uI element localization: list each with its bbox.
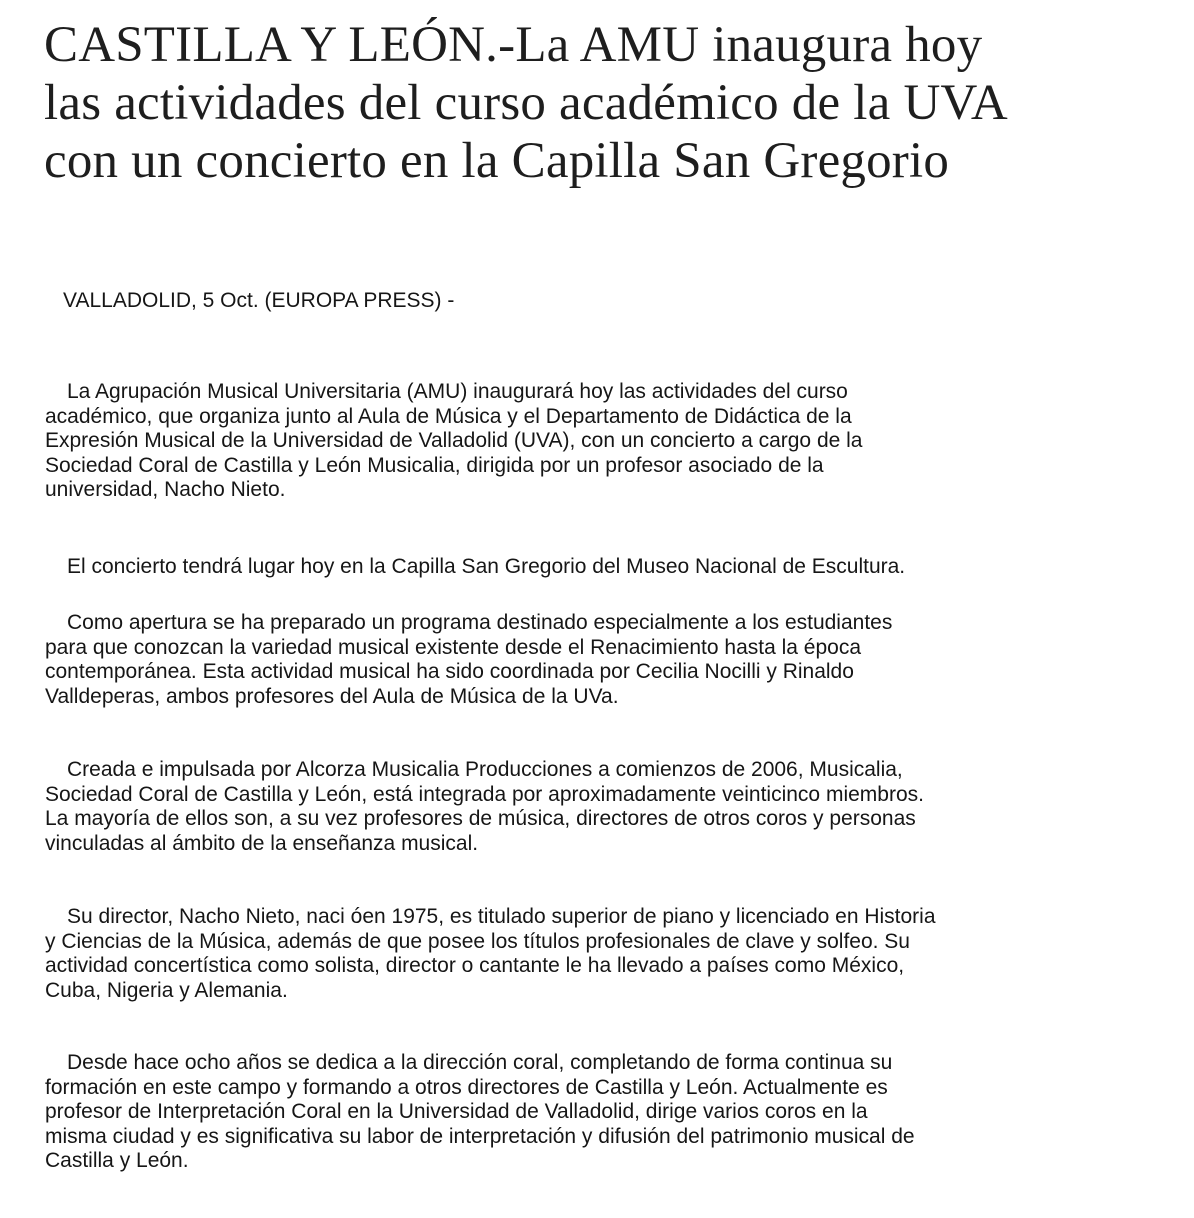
paragraph-line: misma ciudad y es significativa su labor de interpretación y difusión del patrimonio musical de: [45, 1124, 915, 1148]
paragraph-line: Creada e impulsada por Alcorza Musicalia Producciones a comienzos de 2006, Musicalia,: [67, 758, 903, 781]
paragraph-line: vinculadas al ámbito de la enseñanza musical.: [45, 831, 479, 855]
paragraph-line: Como apertura se ha preparado un programa destinado especialmente a los estudiantes: [67, 611, 893, 634]
paragraph-line: Valldeperas, ambos profesores del Aula de Música de la UVa.: [45, 684, 619, 708]
article-headline: [44, 16, 1164, 190]
article-dateline: VALLADOLID, 5 Oct. (EUROPA PRESS) -: [63, 289, 455, 312]
paragraph-5: [45, 905, 1155, 1003]
paragraph-line: universidad, Nacho Nieto.: [45, 478, 286, 502]
paragraph-3: [45, 611, 1155, 709]
headline-line-3: con un concierto en la Capilla San Gregorio: [44, 133, 950, 189]
paragraph-line: profesor de Interpretación Coral en la Universidad de Valladolid, dirige varios coros en la: [45, 1100, 868, 1124]
headline-line-2: las actividades del curso académico de la UVA: [44, 75, 1008, 131]
paragraph-line: Castilla y León.: [45, 1149, 189, 1173]
paragraph-line: Cuba, Nigeria y Alemania.: [45, 978, 288, 1002]
paragraph-line: Expresión Musical de la Universidad de Valladolid (UVA), con un concierto a cargo de la: [45, 429, 863, 453]
paragraph-line: formación en este campo y formando a otros directores de Castilla y León. Actualmente es: [45, 1075, 888, 1099]
paragraph-line: El concierto tendrá lugar hoy en la Capilla San Gregorio del Museo Nacional de Escultura.: [67, 555, 906, 578]
paragraph-line: Su director, Nacho Nieto, naci óen 1975, es titulado superior de piano y licenciado en Historia: [67, 905, 936, 928]
paragraph-line: y Ciencias de la Música, además de que posee los títulos profesionales de clave y solfeo. Su: [45, 929, 910, 953]
paragraph-line: Desde hace ocho años se dedica a la dirección coral, completando de forma continua su: [67, 1051, 893, 1074]
paragraph-line: para que conozcan la variedad musical existente desde el Renacimiento hasta la época: [45, 635, 862, 659]
paragraph-line: actividad concertística como solista, director o cantante le ha llevado a países como México,: [45, 954, 905, 978]
paragraph-6: [45, 1051, 1155, 1174]
paragraph-line: Sociedad Coral de Castilla y León Musicalia, dirigida por un profesor asociado de la: [45, 453, 824, 477]
paragraph-line: Sociedad Coral de Castilla y León, está integrada por aproximadamente veinticinco miembros.: [45, 782, 924, 806]
paragraph-line: contemporánea. Esta actividad musical ha sido coordinada por Cecilia Nocilli y Rinaldo: [45, 660, 854, 684]
paragraph-line: La Agrupación Musical Universitaria (AMU) inaugurará hoy las actividades del curso: [67, 380, 848, 403]
headline-line-1: CASTILLA Y LEÓN.-La AMU inaugura hoy: [44, 17, 983, 73]
paragraph-4: [45, 758, 1155, 856]
paragraph-1: [45, 380, 1155, 503]
paragraph-line: La mayoría de ellos son, a su vez profesores de música, directores de otros coros y personas: [45, 807, 916, 831]
paragraph-line: académico, que organiza junto al Aula de Música y el Departamento de Didáctica de la: [45, 404, 852, 428]
paragraph-2: [45, 555, 1155, 580]
